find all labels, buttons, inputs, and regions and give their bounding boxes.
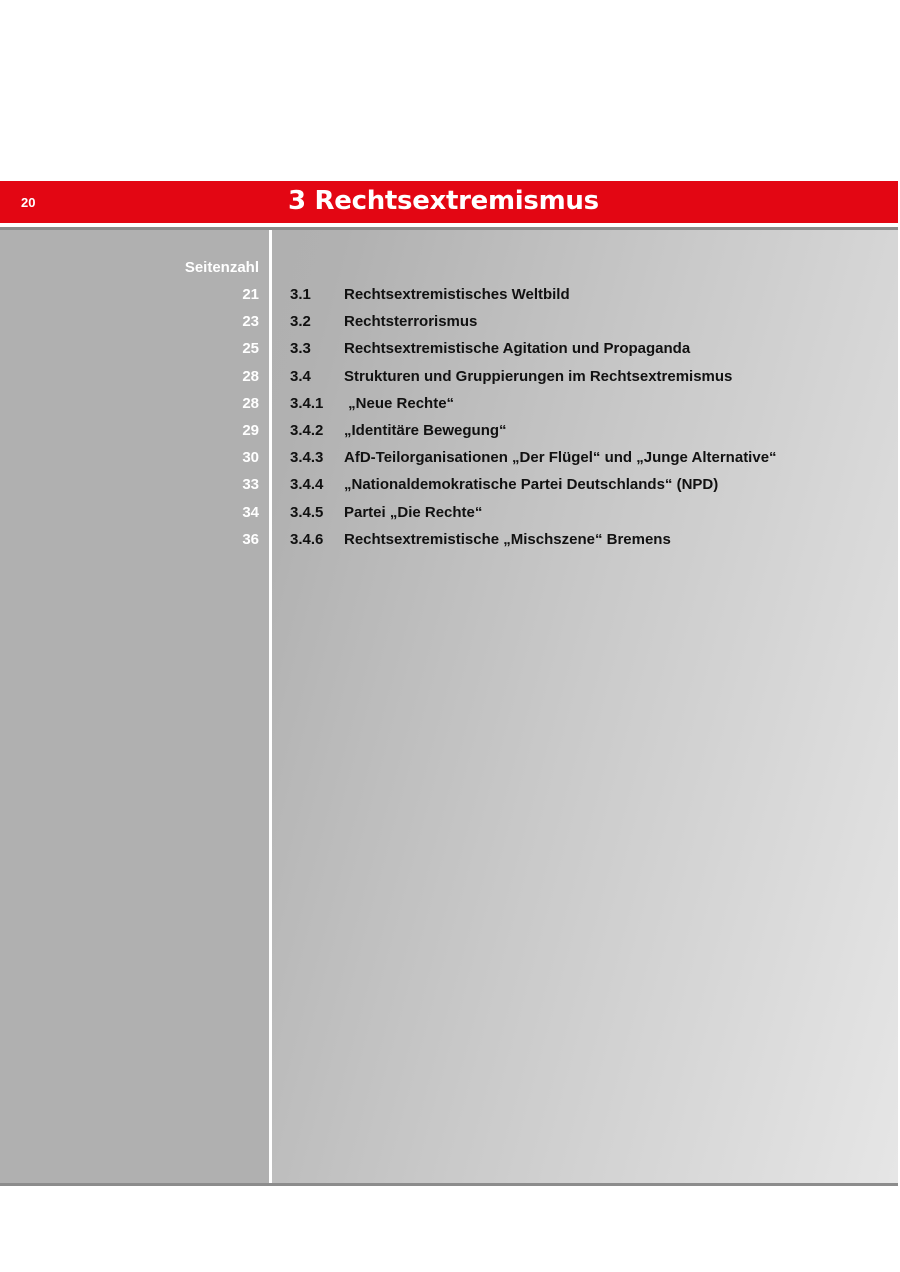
toc-entry-title[interactable]: Partei „Die Rechte“ — [344, 503, 483, 521]
toc-entry-page: 34 — [242, 503, 259, 521]
toc-entry[interactable] — [0, 340, 898, 367]
toc-entry-title[interactable]: Rechtsextremistisches Weltbild — [344, 286, 570, 303]
toc-entry-page: 28 — [242, 394, 259, 412]
toc-entry-number: 3.4.5 — [290, 503, 324, 521]
toc-entry-page: 30 — [242, 449, 259, 467]
toc-entry-page: 23 — [242, 313, 259, 331]
toc-entry-title[interactable]: Strukturen und Gruppierungen im Rechtsextremismus — [344, 367, 733, 385]
toc-entry[interactable] — [0, 476, 898, 503]
bottom-divider-rule — [0, 1183, 898, 1186]
toc-entry[interactable] — [0, 504, 898, 531]
toc-entry[interactable] — [0, 449, 898, 476]
toc-entry-title[interactable]: Rechtsterrorismus — [344, 313, 478, 331]
toc-entry-number: 3.1 — [290, 286, 311, 303]
toc-entry-number: 3.4.3 — [290, 449, 324, 467]
chapter-title: 3 Rechtsextremismus — [288, 186, 599, 216]
toc-entry-number: 3.4.2 — [290, 421, 324, 439]
toc-entry[interactable] — [0, 313, 898, 340]
page-number: 20 — [21, 195, 36, 210]
toc-entry-title[interactable]: Rechtsextremistische Agitation und Propaganda — [344, 340, 691, 358]
toc-entry-number: 3.2 — [290, 313, 311, 331]
toc-entry[interactable] — [0, 531, 898, 558]
toc-entry[interactable] — [0, 286, 898, 313]
toc-entry-number: 3.4.6 — [290, 530, 324, 548]
toc-entry-number: 3.4 — [290, 367, 311, 385]
toc-entry-page: 29 — [242, 421, 259, 439]
toc-entry-title[interactable]: Rechtsextremistische „Mischszene“ Bremens — [344, 530, 671, 548]
toc-entry-page: 25 — [242, 340, 259, 358]
toc-entry-number: 3.4.1 — [290, 394, 324, 412]
toc-entry[interactable] — [0, 422, 898, 449]
page-column-heading: Seitenzahl — [184, 259, 259, 276]
toc-entry-page: 36 — [242, 530, 259, 548]
table-of-contents — [0, 286, 898, 558]
toc-entry-number: 3.4.4 — [290, 476, 324, 494]
toc-entry-title[interactable]: „Neue Rechte“ — [344, 394, 455, 412]
toc-entry[interactable] — [0, 368, 898, 395]
toc-entry-title[interactable]: „Nationaldemokratische Partei Deutschlands“ (NPD) — [344, 476, 719, 494]
toc-entry-page: 28 — [242, 367, 259, 385]
toc-entry-title[interactable]: AfD-Teilorganisationen „Der Flügel“ und „Junge Alternative“ — [344, 449, 777, 467]
toc-entry-title[interactable]: „Identitäre Bewegung“ — [344, 421, 507, 439]
toc-entry[interactable] — [0, 395, 898, 422]
toc-entry-page: 21 — [242, 286, 259, 303]
toc-entry-page: 33 — [242, 476, 259, 494]
toc-entry-number: 3.3 — [290, 340, 311, 358]
